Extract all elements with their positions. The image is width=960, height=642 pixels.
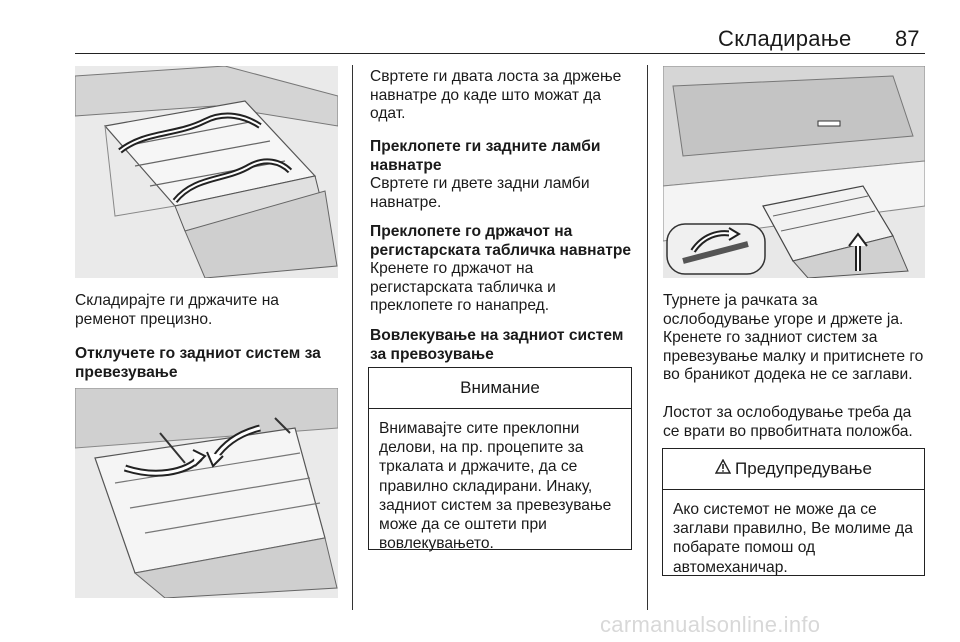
warning-text: Ако системот не може да се заглави правилно, Ве молиме да побарате помош од автомеханичар.	[673, 501, 913, 576]
right-para1: Турнете ја рачката за ослободување угоре и држете ја. Кренете го задниот систем за превезување малку и притиснете го во браникот додека не се заглави.	[663, 292, 924, 384]
notice-box	[368, 367, 632, 553]
left-heading: Отклучете го задниот систем за превезување	[75, 345, 321, 381]
illustration-unlock-carrier	[75, 388, 338, 598]
illustration-release-handle	[663, 66, 925, 278]
middle-intro: Свртете ги двата лоста за држење навнатре до каде што можат да одат.	[370, 68, 622, 123]
right-para2: Лостот за ослободување треба да се врати во првобитната положба.	[663, 404, 913, 440]
column-divider-right	[647, 65, 648, 610]
notice-text: Внимавајте сите преклопни делови, на пр. процепите за тркалата и држачите, да се правилно складирани. Инаку, задниот систем за превезување може да се оштети при вовлекувањето.	[379, 420, 612, 553]
step2-heading: Преклопете го држачот на регистарската табличка навнатре	[370, 223, 632, 259]
page-title: Складирање	[718, 26, 852, 51]
step1-heading: Преклопете ги задните ламби навнатре	[370, 138, 601, 174]
warning-box	[662, 448, 925, 576]
illustration-strap-holders	[75, 66, 338, 278]
left-caption: Складирајте ги држачите на ременот прецизно.	[75, 292, 279, 328]
step3-heading: Вовлекување на задниот систем за превозување	[370, 327, 624, 363]
notice-title: Внимание	[369, 368, 631, 409]
page-number: 87	[895, 26, 920, 51]
warning-triangle-icon	[715, 459, 731, 479]
step2-text: Кренете го држачот на регистарската табличка и преклопете го нанапред.	[370, 260, 556, 315]
warning-header	[663, 449, 924, 490]
column-divider-left	[352, 65, 353, 610]
header-rule	[75, 53, 925, 54]
warning-title: Предупредување	[735, 459, 872, 478]
step1-text: Свртете ги двете задни ламби навнатре.	[370, 175, 590, 211]
footer-watermark: carmanualsonline.info	[600, 612, 821, 637]
